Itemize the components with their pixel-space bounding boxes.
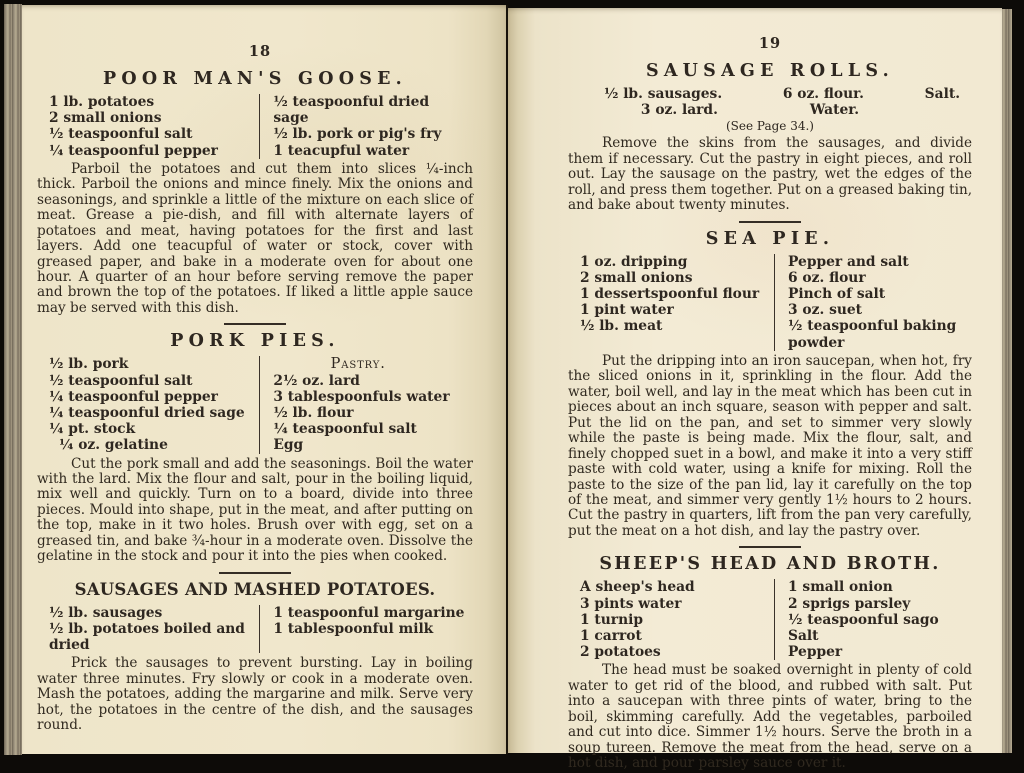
ingredient-list-left [37,356,259,453]
ingredient-item: ½ teaspoonful salt [49,126,193,143]
ingredient-list-left [37,605,259,654]
ingredient-item: Salt [788,627,819,644]
ingredient-item: ½ lb. sausages. [604,86,723,102]
ingredient-item: 1 tablespoonful milk [273,620,434,637]
section-rule [219,572,291,574]
ingredient-item: 3 tablespoonfuls water [273,388,450,405]
recipe-body: Remove the skins from the sausages, and divide them if necessary. Cut the pastry in eight pieces, and roll out. Lay the sausage on the pastry, wet the edges of the roll, and press them together. Put on a greased baking tin, and bake about twenty minutes. [568,135,973,214]
section-rule [224,323,286,325]
ingredient-item: ½ lb. flour [273,404,354,421]
ingredient-columns [37,605,473,654]
ingredient-list-left [37,94,259,159]
recipe-body: The head must be soaked overnight in plenty of cold water to get rid of the blood, and rubbed with salt. Put into a saucepan with three pints of water, bring to the boil, skimming carefully. Add the vegetables, parboiled and cut into dice. Simmer 1½ hours. Serve the broth in a soup tureen. Remove the meat from the head, serve on a hot dish, and pour parsley sauce over it. [568,662,972,772]
ingredient-row [568,102,972,118]
ingredient-item: 2 potatoes [580,644,661,661]
ingredient-item: 3 oz. lard. [640,102,718,119]
recipe-title: PORK PIES. [170,331,340,352]
ingredient-item: Pepper [788,644,843,661]
recipe-title: SAUSAGES AND MASHED POTATOES. [74,579,436,599]
ingredient-columns [568,254,972,351]
ingredient-item: 1 lb. potatoes [49,94,155,110]
ingredient-item: 1 oz. dripping [580,253,688,270]
ingredient-item: ½ teaspoonful baking powder [788,318,957,351]
ingredient-item: Pepper and salt [788,253,909,270]
recipe-sausages-and-mashed-potatoes [37,580,473,734]
ingredient-list-right [259,605,473,654]
ingredient-item: ¼ pt. stock [49,421,136,438]
recipe-title: SEA PIE. [705,228,835,249]
recipe-sausage-rolls [568,61,972,214]
recipe-title: SHEEP'S HEAD AND BROTH. [599,554,941,575]
ingredient-item: 2 sprigs parsley [788,595,911,612]
ingredient-item: ¼ teaspoonful pepper [49,388,218,405]
ingredient-columns [37,356,473,453]
section-rule [739,546,801,548]
ingredient-item: 6 oz. flour [788,269,866,286]
ingredient-item: A sheep's head [580,579,695,596]
ingredient-item: ¼ teaspoonful salt [273,421,417,438]
ingredient-item: 1 teacupful water [273,142,410,159]
ingredient-list-right [774,254,972,351]
ingredient-item: Water. [809,102,860,119]
ingredient-item: ½ lb. pork or pig's fry [273,126,442,143]
page-number-right: 19 [758,35,782,52]
ingredient-list-right [259,94,473,159]
ingredient-item: 2½ oz. lard [273,372,360,389]
ingredient-item: 1 dessertspoonful flour [580,286,760,303]
ingredient-item: ¼ oz. gelatine [59,437,168,454]
recipe-body: Cut the pork small and add the seasonings. Boil the water with the lard. Mix the flour and salt, pour in the boiling liquid, mix well and quickly. Turn on to a board, divide into three pieces. Mould into shape, put in the meat, and after putting on the top, make in it two holes. Brush over with egg, set on a greased tin, and bake ¾-hour in a moderate oven. Dissolve the gelatine in the stock and pour it into the pies when cooked. [37,455,473,565]
see-page-note: (See Page 34.) [726,119,814,134]
ingredient-item: ½ teaspoonful salt [49,372,193,389]
ingredient-item: ½ lb. pork [49,356,129,373]
ingredient-item: 2 small onions [580,269,693,286]
ingredient-row [568,86,972,102]
recipe-sea-pie [568,229,972,540]
recipe-sheeps-head-and-broth [568,554,972,771]
ingredient-item: 3 pints water [580,595,682,612]
recipe-title: POOR MAN'S GOOSE. [102,69,408,89]
recipe-body: Put the dripping into an iron saucepan, when hot, fry the sliced onions in it, sprinkling in the flour. Add the water, boil well, and lay in the meat which has been cut in pieces about an inch square, season with pepper and salt. Put the lid on the pan, and set to simmer very slowly while the paste is being made. Mix the flour, salt, and finely chopped suet in a bowl, and make it into a very stiff paste with cold water, using a knife for mixing. Roll the paste to the size of the pan lid, lay it carefully on the top of the meat, and simmer very gently 1½ hours to 2 hours. Cut the pastry in quarters, lift from the pan very carefully, put the meat on a hot dish, and lay the pastry over. [568,352,972,539]
recipe-body: Parboil the potatoes and cut them into slices ¼-inch thick. Parboil the onions and mince finely. Mix the onions and seasonings, and sprinkle a little of the mixture on each slice of meat. Grease a pie-dish, and fill with alternate layers of potatoes and meat, having potatoes for the first and last layers. Add one teacupful of water or stock, cover with greased paper, and bake in a moderate oven for about one hour. A quarter of an hour before serving remove the paper and brown the top of the potatoes. If liked a little apple sauce may be served with this dish. [37,160,473,316]
section-rule [739,221,801,223]
ingredient-item: 1 carrot [580,627,642,644]
ingredient-list-left [568,579,774,660]
ingredient-item: 1 small onion [788,579,893,596]
ingredient-item: Salt. [924,86,960,102]
ingredient-list-right [259,356,473,453]
ingredient-item: 1 pint water [580,302,674,319]
recipe-body: Prick the sausages to prevent bursting. Lay in boiling water three minutes. Fry slowly or cook in a moderate oven. Mash the potatoes, adding the margarine and milk. Serve very hot, the potatoes in the centre of the dish, and the sausages round. [37,655,473,734]
ingredient-item: ¼ teaspoonful dried sage [49,404,245,421]
left-page-edge-stripes [4,4,22,755]
ingredient-list-left [568,254,774,351]
ingredient-item: ½ teaspoonful sago [788,611,939,628]
ingredient-item: ½ lb. sausages [49,604,163,621]
ingredient-item: ½ lb. potatoes boiled and dried [49,620,245,654]
pastry-subheading: Pastry. [330,356,386,373]
ingredient-columns [568,579,972,660]
ingredient-item: ½ teaspoonful dried sage [273,94,430,127]
page-18 [22,5,506,754]
ingredient-item: ¼ teaspoonful pepper [49,142,218,159]
ingredient-item: 6 oz. flour. [782,86,864,102]
ingredient-item: 1 teaspoonful margarine [273,604,465,621]
recipe-pork-pies [37,331,473,564]
page-number-left: 18 [248,43,272,60]
ingredient-columns [37,94,473,159]
page-19 [508,8,1002,772]
ingredient-item: Egg [273,437,304,454]
recipe-title: SAUSAGE ROLLS. [645,61,895,81]
ingredient-item: 3 oz. suet [788,302,863,319]
ingredient-item: 1 turnip [580,611,643,628]
ingredient-list-right [774,579,972,660]
ingredient-item: 2 small onions [49,110,162,127]
ingredient-item: Pinch of salt [788,286,886,303]
ingredient-item: ½ lb. meat [580,318,663,335]
recipe-poor-mans-goose [37,69,473,316]
